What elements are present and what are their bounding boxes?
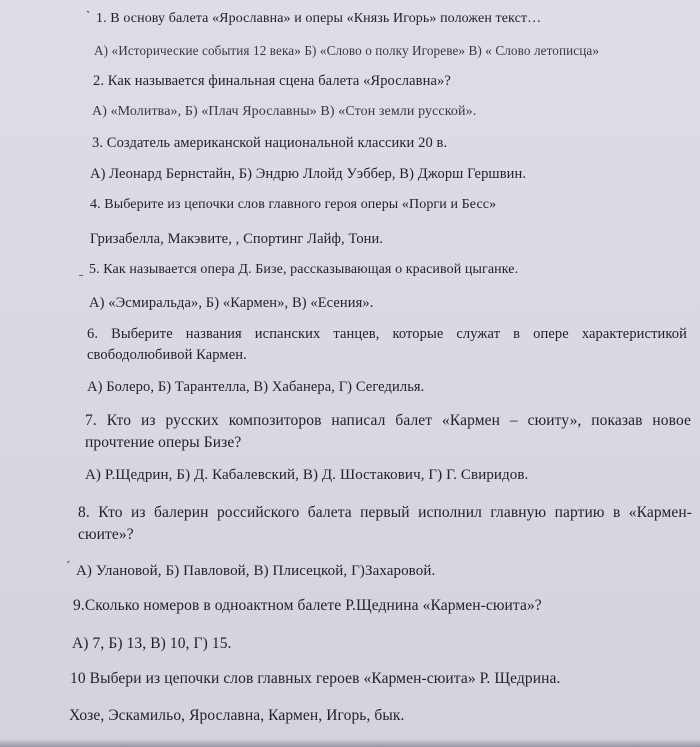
- answer-7: А) Р.Щедрин, Б) Д. Кабалевский, В) Д. Шостакович, Г) Г. Свиридов.: [85, 467, 529, 483]
- page-edge-shadow: [0, 739, 700, 747]
- question-8: 8. Кто из балерин российского балета первый исполнил главную партию в «Кармен-сюите»?: [78, 504, 692, 543]
- pen-mark: ˊ: [66, 558, 71, 573]
- pen-mark: ˋ: [86, 8, 91, 23]
- answer-9: А) 7, Б) 13, В) 10, Г) 15.: [72, 635, 232, 652]
- answer-6: А) Болеро, Б) Тарантелла, В) Хабанера, Г) Сегедилья.: [87, 379, 425, 395]
- question-5: 5. Как называется опера Д. Бизе, рассказывающая о красивой цыганке.: [89, 262, 519, 277]
- question-10: 10 Выбери из цепочки слов главных героев «Кармен-сюита» Р. Щедрина.: [70, 670, 561, 687]
- question-2: 2. Как называется финальная сцена балета «Ярославна»?: [93, 73, 451, 89]
- answer-3: А) Леонард Бернстайн, Б) Эндрю Ллойд Уэббер, В) Джорш Гершвин.: [90, 166, 527, 182]
- question-1: 1. В основу балета «Ярославна» и оперы «Князь Игорь» положен текст…: [96, 11, 542, 26]
- question-4: 4. Выберите из цепочки слов главного героя оперы «Порги и Бесс»: [90, 197, 497, 212]
- question-7: 7. Кто из русских композиторов написал балет «Кармен – сюиту», показав новое прочтение оперы Бизе?: [85, 412, 691, 451]
- answer-8: А) Улановой, Б) Павловой, В) Плисецкой, Г)Захаровой.: [76, 563, 436, 579]
- question-6: 6. Выберите названия испанских танцев, которые служат в опере характеристикой свободолюбивой Кармен.: [87, 326, 687, 363]
- question-9: 9.Сколько номеров в одноактном балете Р.Щеднина «Кармен-сюита»?: [73, 597, 542, 614]
- answer-4: Гризабелла, Макэвите, , Спортинг Лайф, Тони.: [90, 231, 384, 247]
- answer-5: А) «Эсмиральда», Б) «Кармен», В) «Есения».: [89, 295, 374, 311]
- pen-mark: ˍ: [79, 262, 84, 277]
- answer-2: А) «Молитва», Б) «Плач Ярославны» В) «Стон земли русской».: [92, 104, 477, 119]
- answer-10: Хозе, Эскамильо, Ярославна, Кармен, Игорь, бык.: [69, 707, 405, 724]
- question-3: 3. Создатель американской национальной классики 20 в.: [92, 135, 448, 151]
- answer-1: А) «Исторические события 12 века» Б) «Слово о полку Игореве» В) « Слово летописца»: [94, 43, 600, 58]
